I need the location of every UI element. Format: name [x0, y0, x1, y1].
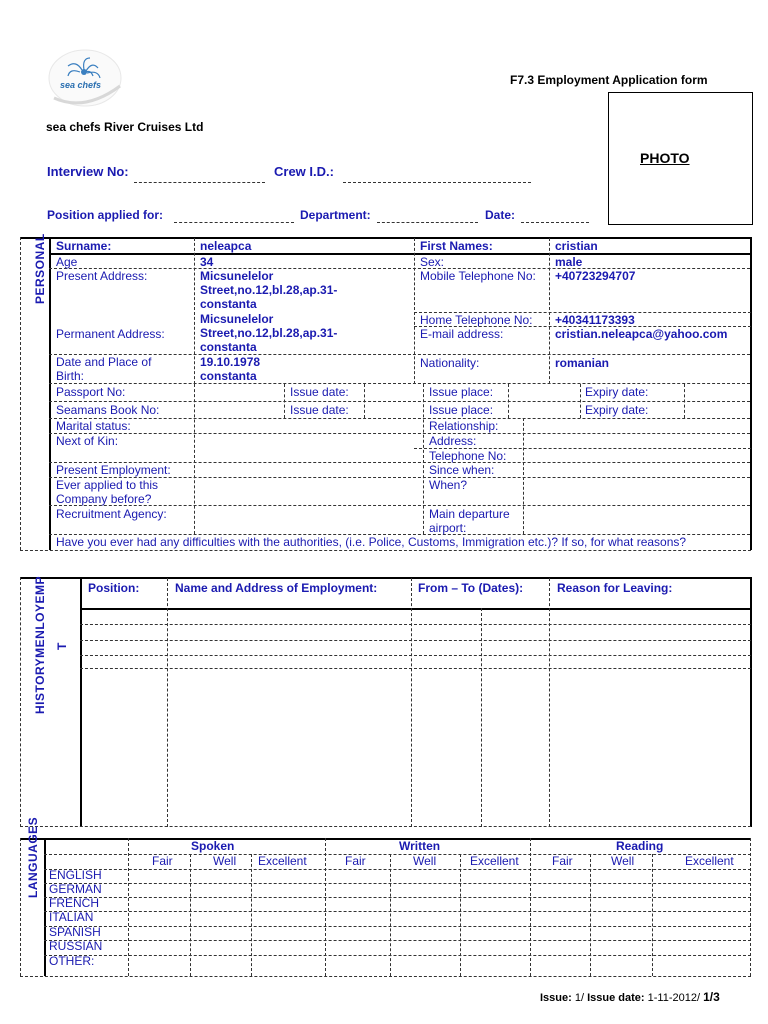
present-address-line-2[interactable]: Street,no.12,bl.28,ap.31- [200, 283, 338, 297]
date-field[interactable] [521, 210, 589, 223]
email-value[interactable]: cristian.neleapca@yahoo.com [555, 327, 728, 341]
language-row-english: ENGLISH [49, 868, 102, 882]
age-label: Age [56, 255, 78, 269]
departure-airport-label-1: Main departure [429, 507, 510, 521]
company-name: sea chefs River Cruises Ltd [46, 120, 204, 134]
permanent-address-label: Permanent Address: [56, 327, 165, 341]
dob-label-line-1: Date and Place of [56, 355, 152, 369]
history-col-position: Position: [88, 581, 140, 595]
dob-label-line-2: Birth: [56, 369, 85, 383]
history-col-name-address: Name and Address of Employment: [175, 581, 378, 595]
language-level-spoken-well: Well [213, 854, 237, 868]
authorities-question: Have you ever had any difficulties with the authorities, (i.e. Police, Customs, Immigration etc.)? If so, for what reasons? [56, 535, 687, 549]
recruitment-agency-label: Recruitment Agency: [56, 507, 167, 521]
next-of-kin-label: Next of Kin: [56, 434, 119, 448]
language-level-spoken-fair: Fair [152, 854, 173, 868]
photo-box[interactable] [608, 92, 753, 225]
nationality-label: Nationality: [420, 356, 480, 370]
sex-value[interactable]: male [555, 255, 583, 269]
permanent-address-line-2[interactable]: Street,no.12,bl.28,ap.31- [200, 326, 338, 340]
seamans-issue-date-label: Issue date: [290, 403, 349, 417]
seamans-expiry-label: Expiry date: [585, 403, 649, 417]
present-employment-label: Present Employment: [56, 463, 171, 477]
age-value[interactable]: 34 [200, 255, 214, 269]
passport-label: Passport No: [56, 385, 126, 399]
language-row-other: OTHER: [49, 954, 95, 968]
department-label: Department: [300, 208, 371, 222]
language-row-german: GERMAN [49, 882, 102, 896]
language-row-italian: ITALIAN [49, 910, 94, 924]
passport-issue-place-label: Issue place: [429, 385, 494, 399]
sea-chefs-logo-icon [46, 46, 124, 108]
kin-address-label: Address: [429, 434, 477, 448]
history-col-dates: From – To (Dates): [418, 581, 524, 595]
company-logo [46, 46, 124, 108]
personal-section-label: PERSONAL [33, 233, 47, 304]
languages-section-label: LANGUAGES [26, 816, 40, 898]
department-field[interactable] [377, 210, 478, 223]
history-section-label: HISTORYMENLOYEMP [33, 575, 47, 714]
home-tel-label: Home Telephone No: [420, 313, 533, 327]
language-row-french: FRENCH [49, 896, 99, 910]
issue-date-value: 1-11-2012/ [647, 992, 701, 1004]
first-names-value[interactable]: cristian [555, 239, 598, 253]
passport-issue-date-label: Issue date: [290, 385, 349, 399]
present-address-label: Present Address: [56, 269, 148, 283]
present-address-line-3[interactable]: constanta [200, 297, 257, 311]
history-col-reason: Reason for Leaving: [557, 581, 673, 595]
dob-value-date[interactable]: 19.10.1978 [200, 355, 261, 369]
history-section-label-tail: T [55, 642, 69, 650]
email-label: E-mail address: [420, 327, 504, 341]
language-level-written-excellent: Excellent [470, 854, 519, 868]
issue-value: 1/ [574, 992, 585, 1004]
language-level-reading-well: Well [611, 854, 635, 868]
surname-value[interactable]: neleapca [200, 239, 252, 253]
language-group-reading: Reading [616, 839, 664, 853]
issue-date-label: Issue date: [587, 992, 645, 1004]
language-level-spoken-excellent: Excellent [258, 854, 307, 868]
surname-label: Surname: [56, 239, 112, 253]
applied-before-label-2: Company before? [56, 492, 152, 506]
language-group-spoken: Spoken [191, 839, 235, 853]
position-field[interactable] [174, 210, 294, 223]
when-label: When? [429, 478, 468, 492]
passport-expiry-label: Expiry date: [585, 385, 649, 399]
since-when-label: Since when: [429, 463, 495, 477]
applied-before-label-1: Ever applied to this [56, 478, 159, 492]
permanent-address-line-1[interactable]: Micsunelelor [200, 312, 274, 326]
issue-label: Issue: [540, 992, 572, 1004]
language-level-written-fair: Fair [345, 854, 366, 868]
interview-label: Interview No: [47, 164, 129, 179]
language-row-spanish: SPANISH [49, 925, 101, 939]
page-number: 1/3 [703, 990, 720, 1004]
relationship-label: Relationship: [429, 419, 499, 433]
departure-airport-label-2: airport: [429, 521, 467, 535]
crew-field[interactable] [343, 170, 531, 183]
permanent-address-line-3[interactable]: constanta [200, 340, 257, 354]
language-group-written: Written [399, 839, 441, 853]
home-tel-value[interactable]: +40341173393 [555, 313, 635, 327]
nationality-value[interactable]: romanian [555, 356, 610, 370]
footer-issue [540, 990, 720, 1004]
dob-value-place[interactable]: constanta [200, 369, 257, 383]
mobile-value[interactable]: +40723294707 [555, 269, 636, 283]
seamans-issue-place-label: Issue place: [429, 403, 494, 417]
language-level-reading-excellent: Excellent [685, 854, 734, 868]
seamans-book-label: Seamans Book No: [56, 403, 160, 417]
sex-label: Sex: [420, 255, 445, 269]
kin-telephone-label: Telephone No: [429, 449, 507, 463]
date-label: Date: [485, 208, 516, 222]
photo-label: PHOTO [640, 150, 690, 166]
mobile-label: Mobile Telephone No: [420, 269, 536, 283]
position-label: Position applied for: [47, 208, 163, 222]
interview-field[interactable] [134, 170, 265, 183]
present-address-line-1[interactable]: Micsunelelor [200, 269, 274, 283]
language-row-russian: RUSSIAN [49, 939, 103, 953]
form-title: F7.3 Employment Application form [510, 73, 708, 87]
logo-text: sea chefs [60, 80, 102, 90]
language-level-reading-fair: Fair [552, 854, 573, 868]
marital-label: Marital status: [56, 419, 131, 433]
crew-label: Crew I.D.: [274, 164, 334, 179]
first-names-label: First Names: [420, 239, 493, 253]
language-level-written-well: Well [413, 854, 437, 868]
